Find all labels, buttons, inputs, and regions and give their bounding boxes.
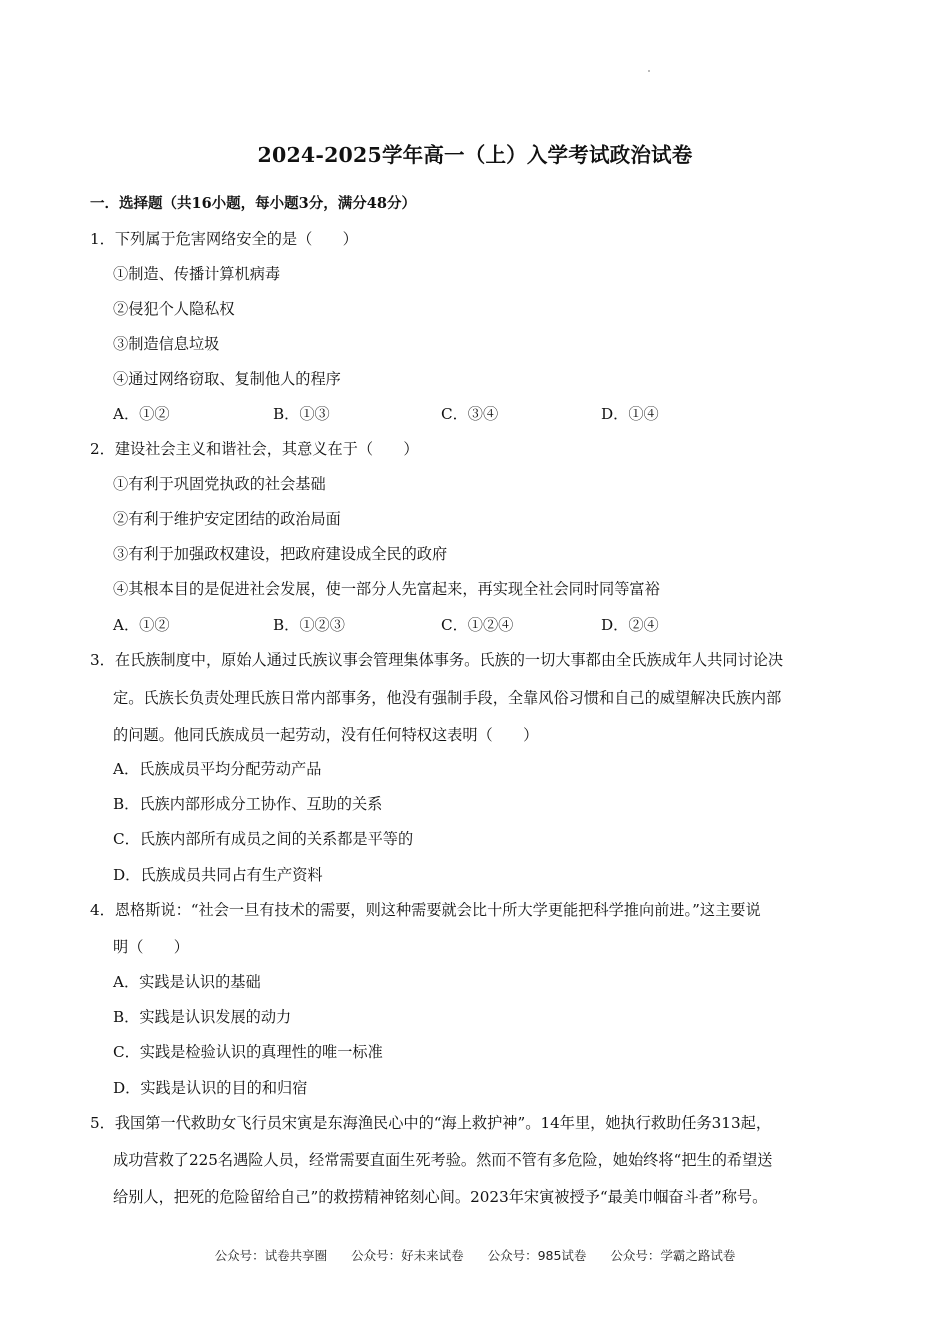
question-2-item: ④其根本目的是促进社会发展，使一部分人先富起来，再实现全社会同时同等富裕 (113, 580, 660, 598)
question-1-option-d: D．①④ (601, 405, 659, 423)
question-4-option-a: A．实践是认识的基础 (113, 973, 261, 991)
footer-account: 公众号：学霸之路试卷 (610, 1248, 736, 1263)
scan-dot (648, 70, 650, 72)
question-1-option-b: B．①③ (273, 405, 330, 423)
footer-account: 公众号：985试卷 (487, 1248, 587, 1263)
question-1-option-a: A．①② (113, 405, 170, 423)
question-4-stem-line: 4．恩格斯说：“社会一旦有技术的需要，则这种需要就会比十所大学更能把科学推向前进。”这主要说 (90, 901, 761, 919)
question-2-item: ③有利于加强政权建设，把政府建设成全民的政府 (113, 545, 448, 563)
question-4-option-c: C．实践是检验认识的真理性的唯一标准 (113, 1043, 383, 1061)
question-5-stem-line: 成功营救了225名遇险人员，经常需要直面生死考验。然而不管有多危险，她始终将“把生的希望送 (113, 1151, 773, 1169)
question-2-item: ①有利于巩固党执政的社会基础 (113, 475, 326, 493)
question-2-stem: 2．建设社会主义和谐社会，其意义在于（ ） (90, 440, 419, 458)
question-4-stem-line: 明（ ） (113, 938, 189, 956)
question-1-item: ②侵犯个人隐私权 (113, 300, 235, 318)
question-3-option-c: C．氏族内部所有成员之间的关系都是平等的 (113, 830, 414, 848)
question-2-option-b: B．①②③ (273, 616, 345, 634)
footer (0, 1246, 950, 1264)
question-1-stem: 1．下列属于危害网络安全的是（ ） (90, 230, 358, 248)
footer-account: 公众号：试卷共享圈 (214, 1248, 328, 1263)
question-3-stem-line: 3．在氏族制度中，原始人通过氏族议事会管理集体事务。氏族的一切大事都由全氏族成年人共同讨论决 (90, 651, 784, 669)
question-2-option-d: D．②④ (601, 616, 659, 634)
question-5-stem-line: 5．我国第一代救助女飞行员宋寅是东海渔民心中的“海上救护神”。14年里，她执行救助任务313起， (90, 1114, 772, 1132)
question-4-option-d: D．实践是认识的目的和归宿 (113, 1079, 308, 1097)
question-3-option-b: B．氏族内部形成分工协作、互助的关系 (113, 795, 383, 813)
question-1-item: ④通过网络窃取、复制他人的程序 (113, 370, 341, 388)
question-2-item: ②有利于维护安定团结的政治局面 (113, 510, 341, 528)
question-3-stem-line: 的问题。他同氏族成员一起劳动，没有任何特权这表明（ ） (113, 726, 539, 744)
question-2-option-c: C．①②④ (441, 616, 514, 634)
question-1-option-c: C．③④ (441, 405, 499, 423)
question-4-option-b: B．实践是认识发展的动力 (113, 1008, 292, 1026)
question-1-item: ③制造信息垃圾 (113, 335, 220, 353)
question-1-item: ①制造、传播计算机病毒 (113, 265, 281, 283)
question-5-stem-line: 给别人，把死的危险留给自己”的救捞精神铭刻心间。2023年宋寅被授予“最美巾帼奋斗者”称号。 (113, 1188, 768, 1206)
section-heading: 一．选择题（共16小题，每小题3分，满分48分） (90, 195, 416, 212)
footer-account: 公众号：好未来试卷 (351, 1248, 464, 1263)
question-2-option-a: A．①② (113, 616, 170, 634)
question-3-option-d: D．氏族成员共同占有生产资料 (113, 866, 323, 884)
question-3-stem-line: 定。氏族长负责处理氏族日常内部事务，他没有强制手段，全靠风俗习惯和自己的威望解决氏族内部 (113, 689, 782, 707)
question-3-option-a: A．氏族成员平均分配劳动产品 (113, 760, 322, 778)
exam-title: 2024-2025学年高一（上）入学考试政治试卷 (257, 143, 693, 167)
